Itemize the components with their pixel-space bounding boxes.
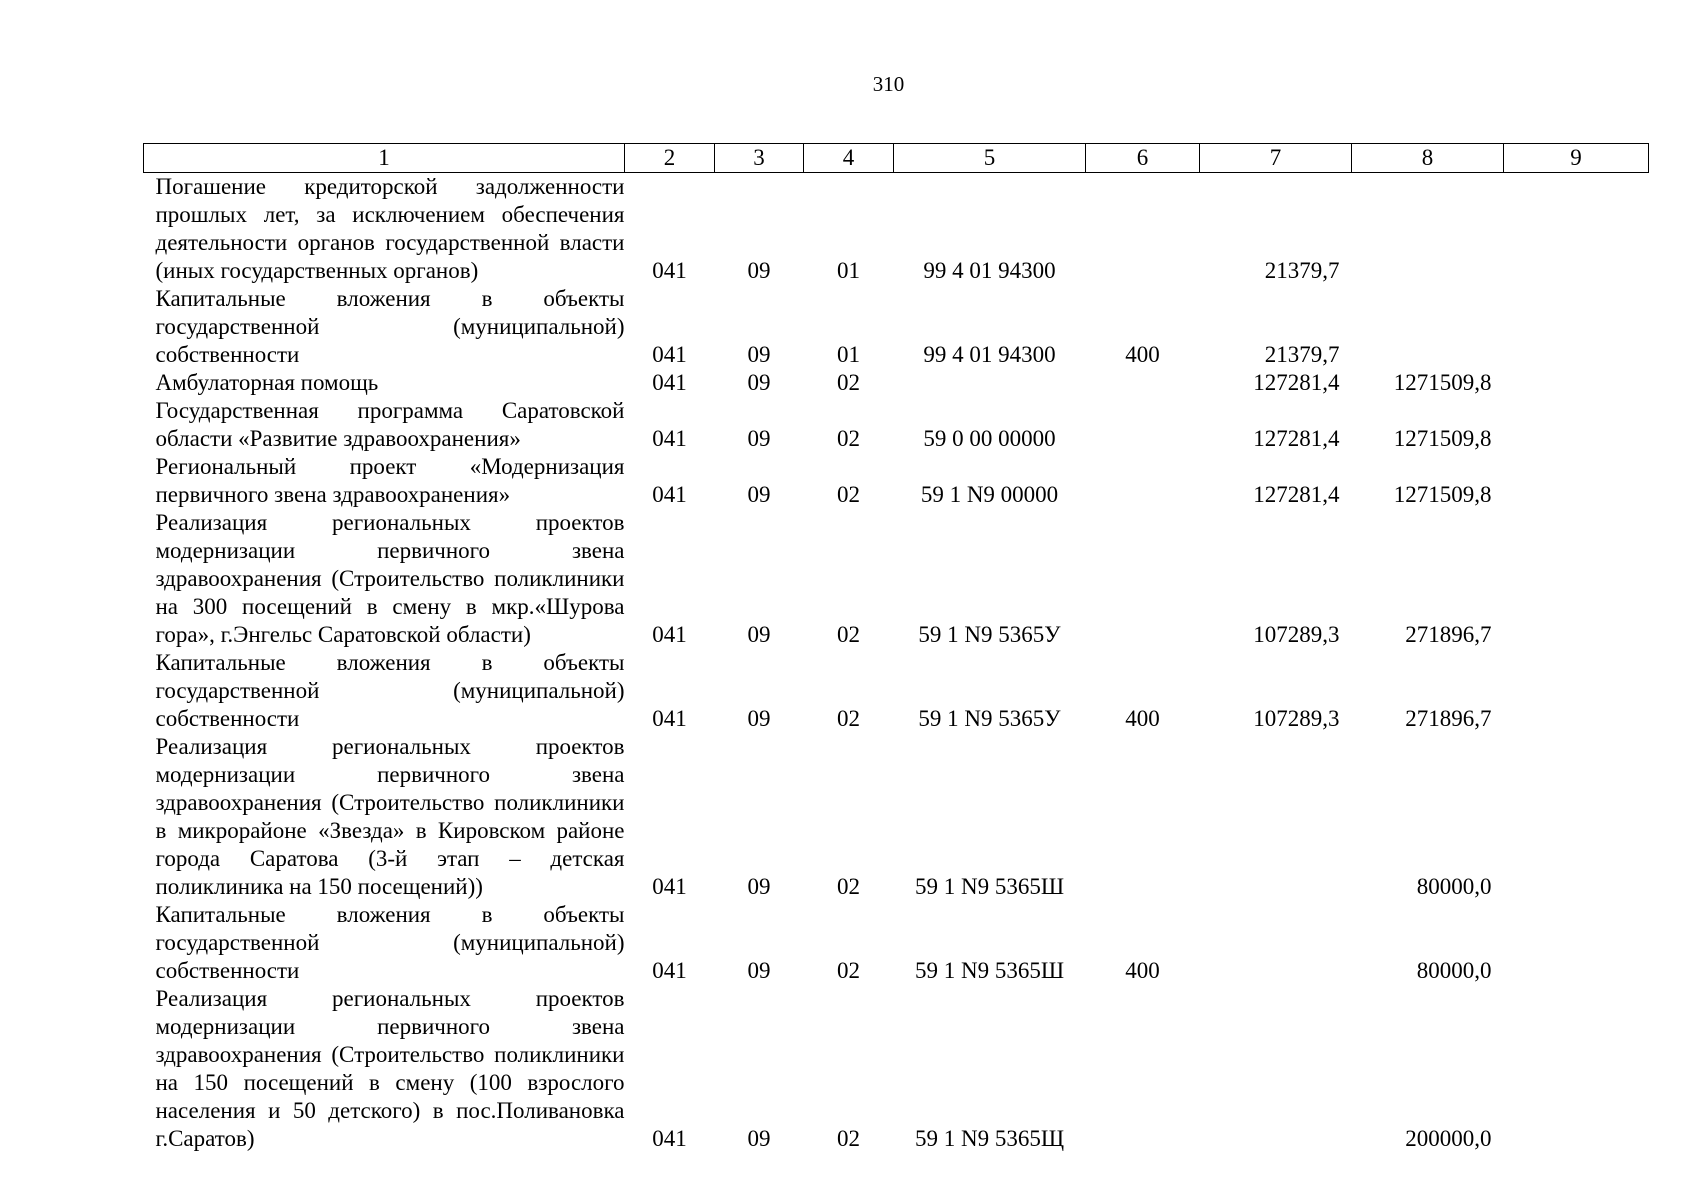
cell-subsection: 01 [837,258,860,283]
cell-section: 09 [747,370,771,395]
cell-amount-9 [1504,985,1649,1153]
cell-ministry: 041 [652,258,687,283]
row-name: Региональный проект «Модернизация первичного звена здравоохранения» [155,454,625,507]
cell-target-article: 99 4 01 94300 [923,342,1056,367]
cell-amount-9 [1504,453,1649,509]
cell-subsection: 01 [837,342,860,367]
cell-amount-9 [1504,369,1649,397]
cell-ministry: 041 [652,706,687,731]
column-header: 8 [1352,144,1504,173]
cell-amount-8: 271896,7 [1405,622,1492,647]
cell-subsection: 02 [837,622,860,647]
cell-amount-9 [1504,509,1649,649]
cell-amount-7: 21379,7 [1264,258,1340,283]
cell-section: 09 [747,482,771,507]
cell-amount-7: 107289,3 [1253,706,1340,731]
cell-subsection: 02 [837,958,860,983]
cell-target-article: 99 4 01 94300 [923,258,1056,283]
cell-expense-type [1086,173,1200,286]
cell-target-article: 59 1 N9 5365Ш [914,958,1065,983]
row-name: Капитальные вложения в объекты государственной (муниципальной) собственности [155,286,625,367]
cell-target-article: 59 1 N9 5365Ш [914,874,1065,899]
cell-section: 09 [747,622,771,647]
cell-section: 09 [747,958,771,983]
table-row [144,285,1649,369]
cell-section: 09 [747,258,771,283]
table-row [144,733,1649,901]
cell-section: 09 [747,342,771,367]
cell-target-article: 59 1 N9 5365У [918,622,1061,647]
column-header: 9 [1504,144,1649,173]
table-body [144,173,1649,1154]
column-header: 1 [144,144,625,173]
column-header: 2 [625,144,715,173]
cell-subsection: 02 [837,706,860,731]
table-row [144,173,1649,286]
cell-target-article: 59 0 00 00000 [923,426,1056,451]
cell-ministry: 041 [652,958,687,983]
page-number: 310 [872,72,905,96]
cell-expense-type [1086,733,1200,901]
cell-expense-type: 400 [1125,958,1160,983]
cell-amount-9 [1504,285,1649,369]
cell-amount-8: 80000,0 [1416,874,1492,899]
column-header: 5 [894,144,1086,173]
cell-ministry: 041 [652,1126,687,1151]
cell-expense-type [1086,985,1200,1153]
cell-amount-8 [1352,173,1504,286]
cell-amount-7: 127281,4 [1253,426,1340,451]
table-row [144,453,1649,509]
cell-amount-8: 1271509,8 [1393,426,1492,451]
cell-target-article: 59 1 N9 00000 [920,482,1059,507]
cell-amount-8 [1352,285,1504,369]
cell-amount-9 [1504,649,1649,733]
cell-section: 09 [747,706,771,731]
cell-subsection: 02 [837,874,860,899]
cell-target-article: 59 1 N9 5365У [918,706,1061,731]
cell-ministry: 041 [652,342,687,367]
cell-expense-type [1086,509,1200,649]
cell-expense-type: 400 [1125,706,1160,731]
row-name: Капитальные вложения в объекты государственной (муниципальной) собственности [155,650,625,731]
cell-section: 09 [747,874,771,899]
table-row [144,397,1649,453]
cell-amount-7 [1200,985,1352,1153]
cell-amount-9 [1504,733,1649,901]
cell-ministry: 041 [652,426,687,451]
row-name: Погашение кредиторской задолженности прошлых лет, за исключением обеспечения деятельности органов государственной власти (иных государственных органов) [155,174,625,283]
cell-section: 09 [747,426,771,451]
row-name: Реализация региональных проектов модернизации первичного звена здравоохранения (Строительство поликлиники на 150 посещений в смену (100 взрослого населения и 50 детского) в пос.Поливановка г.Саратов) [155,986,625,1151]
cell-amount-9 [1504,173,1649,286]
cell-target-article [894,369,1086,397]
cell-amount-7 [1200,733,1352,901]
cell-expense-type [1086,453,1200,509]
row-name: Капитальные вложения в объекты государственной (муниципальной) собственности [155,902,625,983]
column-header: 7 [1200,144,1352,173]
cell-ministry: 041 [652,370,687,395]
table-row [144,369,1649,397]
cell-subsection: 02 [837,482,860,507]
table-row [144,985,1649,1153]
header-row [144,144,1649,173]
cell-amount-8: 80000,0 [1416,958,1492,983]
cell-amount-9 [1504,397,1649,453]
cell-expense-type: 400 [1125,342,1160,367]
budget-table [143,143,1649,1153]
row-name: Государственная программа Саратовской области «Развитие здравоохранения» [155,398,625,451]
cell-section: 09 [747,1126,771,1151]
cell-amount-8: 200000,0 [1405,1126,1492,1151]
cell-amount-8: 1271509,8 [1393,482,1492,507]
cell-target-article: 59 1 N9 5365Щ [914,1126,1065,1151]
cell-ministry: 041 [652,482,687,507]
cell-amount-8: 271896,7 [1405,706,1492,731]
cell-subsection: 02 [837,426,860,451]
cell-subsection: 02 [837,370,860,395]
table-row [144,901,1649,985]
row-name: Реализация региональных проектов модернизации первичного звена здравоохранения (Строительство поликлиники в микрорайоне «Звезда» в Кировском районе города Саратова (3-й этап – детская поликлиника на 150 посещений)) [155,734,625,899]
row-name: Реализация региональных проектов модернизации первичного звена здравоохранения (Строительство поликлиники на 300 посещений в смену в мкр.«Шурова гора», г.Энгельс Саратовской области) [155,510,625,647]
column-header: 6 [1086,144,1200,173]
cell-amount-9 [1504,901,1649,985]
column-header: 4 [804,144,894,173]
table-row [144,649,1649,733]
cell-amount-7: 127281,4 [1253,370,1340,395]
cell-amount-8: 1271509,8 [1393,370,1492,395]
table-header [144,144,1649,173]
cell-ministry: 041 [652,622,687,647]
cell-amount-7: 127281,4 [1253,482,1340,507]
cell-ministry: 041 [652,874,687,899]
row-name: Амбулаторная помощь [155,370,379,395]
table-row [144,509,1649,649]
cell-amount-7: 107289,3 [1253,622,1340,647]
cell-amount-7: 21379,7 [1264,342,1340,367]
cell-expense-type [1086,397,1200,453]
column-header: 3 [715,144,804,173]
cell-expense-type [1086,369,1200,397]
cell-subsection: 02 [837,1126,860,1151]
cell-amount-7 [1200,901,1352,985]
